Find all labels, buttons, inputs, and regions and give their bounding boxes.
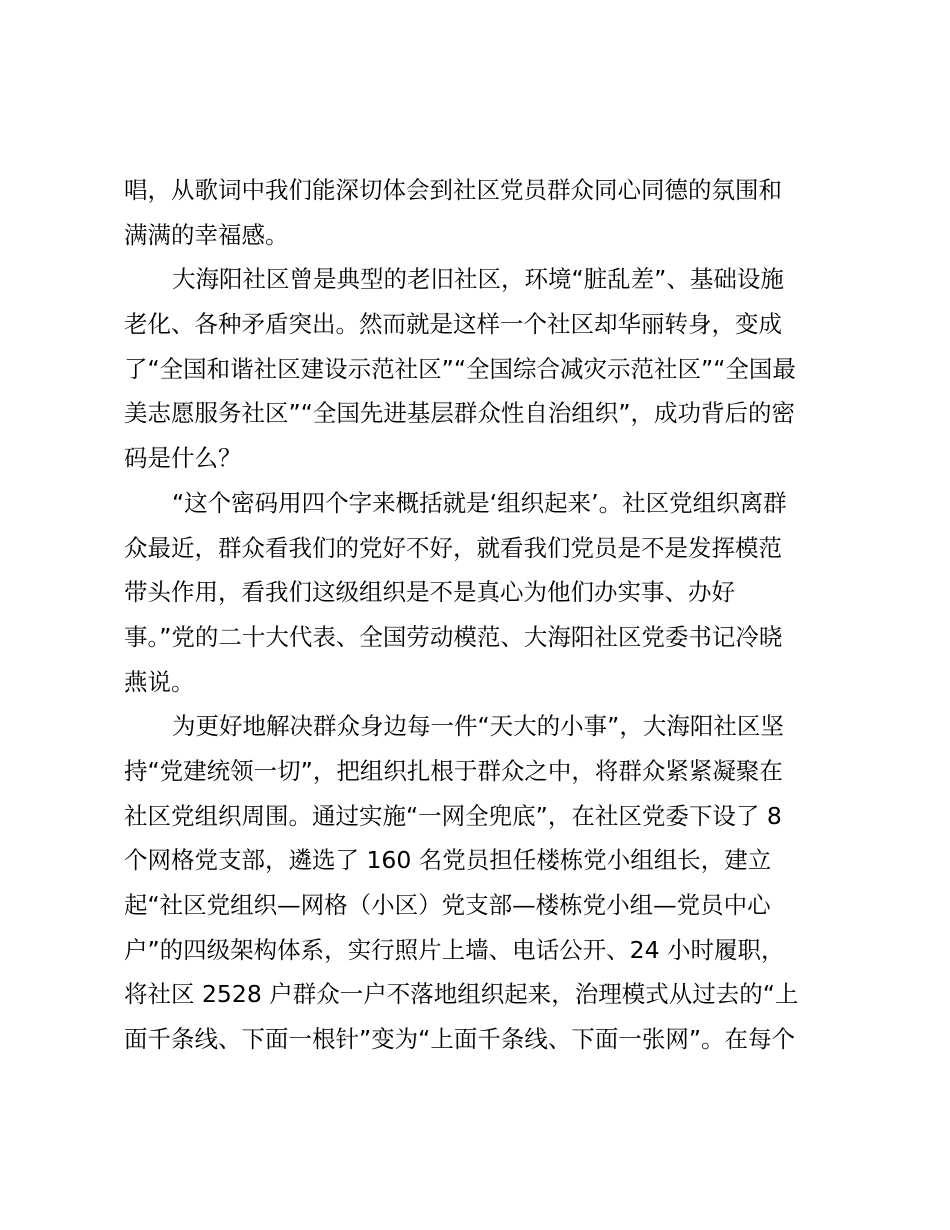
text-line: 持“党建统领一切”，把组织扎根于群众之中，将群众紧紧凝聚在 — [124, 756, 783, 785]
text-line: 个网格党支部，遴选了 160 名党员担任楼栋党小组组长，建立 — [124, 846, 772, 875]
paragraph-start-line: 为更好地解决群众身边每一件“天大的小事”，大海阳社区坚 — [172, 712, 784, 741]
text-line: 带头作用，看我们这级组织是不是真心为他们办实事、办好 — [124, 578, 735, 607]
text-line: 社区党组织周围。通过实施“一网全兜底”，在社区党委下设了 8 — [124, 801, 782, 830]
text-line: 将社区 2528 户群众一户不落地组织起来，治理模式从过去的“上 — [124, 980, 799, 1009]
text-line: 事。”党的二十大代表、全国劳动模范、大海阳社区党委书记冷晓 — [124, 622, 783, 651]
text-line: 了“全国和谐社区建设示范社区”“全国综合减灾示范社区”“全国最 — [124, 354, 796, 383]
text-line: 起“社区党组织—网格（小区）党支部—楼栋党小组—党员中心 — [124, 891, 771, 919]
text-line: 众最近，群众看我们的党好不好，就看我们党员是不是发挥模范 — [124, 533, 782, 562]
text-line: 满满的幸福感。 — [124, 220, 289, 249]
text-line: 老化、各种矛盾突出。然而就是这样一个社区却华丽转身，变成 — [124, 310, 782, 339]
text-line: 唱，从歌词中我们能深切体会到社区党员群众同心同德的氛围和 — [124, 176, 782, 204]
text-line: 面千条线、下面一根针”变为“上面千条线、下面一张网”。在每个 — [124, 1025, 796, 1054]
text-line: 码是什么？ — [124, 444, 242, 473]
text-line: 美志愿服务社区”“全国先进基层群众性自治组织”，成功背后的密 — [124, 399, 796, 428]
text-line: 户”的四级架构体系，实行照片上墙、电话公开、24 小时履职， — [124, 935, 785, 964]
paragraph-start-line: 大海阳社区曾是典型的老旧社区，环境“脏乱差”、基础设施 — [172, 265, 784, 294]
text-line: 燕说。 — [124, 667, 195, 696]
body-text — [124, 168, 844, 1062]
paragraph-start-line: “这个密码用四个字来概括就是‘组织起来’。社区党组织离群 — [172, 488, 787, 517]
